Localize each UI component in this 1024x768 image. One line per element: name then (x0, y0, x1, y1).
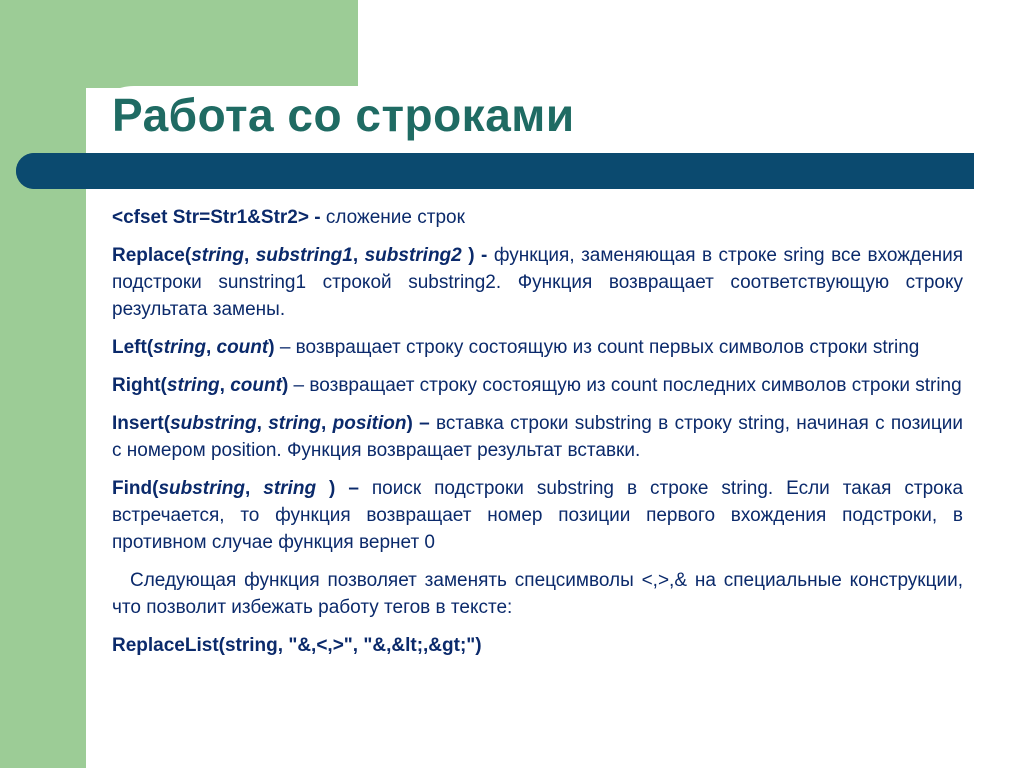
cfset-text: сложение строк (325, 207, 465, 228)
find-text: поиск подстроки substring в строке string. Если такая строка встречается, то функция возвращает номер позиции первого вхождения подстроки, в противном случае функция вернет 0 (112, 478, 964, 553)
insert-comma2: , (321, 413, 333, 434)
replace-fn: Replace( (112, 245, 192, 266)
replace-arg3: substring2 (364, 245, 469, 266)
replacelist-code: ReplaceList(string, "&,<,>", "&,&lt;,&gt;") (112, 635, 482, 656)
right-arg2: count (230, 375, 282, 396)
find-comma1: , (245, 478, 264, 499)
item-find (112, 475, 963, 556)
insert-text: вставка строки substring в строку string, начиная с позиции с номером position. Функция возвращает результат вставки. (112, 413, 963, 461)
find-close: ) – (329, 478, 372, 499)
item-insert (112, 410, 963, 464)
find-arg1: substring (158, 478, 245, 499)
insert-close: ) – (406, 413, 437, 434)
replace-arg1: string (191, 245, 244, 266)
insert-arg3: position (332, 413, 407, 434)
replace-close: ) - (468, 245, 494, 266)
replace-comma2: , (352, 245, 365, 266)
cfset-dash: - (308, 207, 326, 228)
title-bar-cap (16, 153, 86, 189)
find-fn: Find( (112, 478, 159, 499)
right-fn: Right( (112, 375, 167, 396)
cfset-code: <cfset Str=Str1&Str2> (112, 207, 309, 228)
replace-comma1: , (243, 245, 256, 266)
item-cfset (112, 204, 963, 231)
insert-arg1: substring (170, 413, 257, 434)
insert-arg2: string (268, 413, 322, 434)
replace-arg2: substring1 (255, 245, 353, 266)
left-accent-column (0, 0, 86, 768)
item-replacelist (112, 632, 963, 659)
slide-content (112, 204, 963, 670)
replace-text: функция, заменяющая в строке sring все вхождения подстроки sunstring1 строкой substring2. Функция возвращает соответствующую строку результата замены. (112, 245, 964, 320)
right-close: ) (281, 375, 289, 396)
item-right (112, 372, 963, 399)
item-note: Следующая функция позволяет заменять спецсимволы <,>,& на специальные конструкции, что позволит избежать работу тегов в тексте: (112, 570, 963, 618)
slide-title: Работа со строками (112, 89, 575, 141)
right-comma1: , (219, 375, 231, 396)
insert-fn: Insert( (112, 413, 171, 434)
item-left (112, 334, 963, 361)
left-fn: Left( (112, 337, 154, 358)
title-underline-bar (16, 153, 974, 189)
left-comma1: , (205, 337, 217, 358)
top-accent-block (0, 0, 358, 88)
right-arg1: string (166, 375, 220, 396)
right-text: – возвращает строку состоящую из count последних символов строки string (288, 375, 962, 396)
left-text: – возвращает строку состоящую из count первых символов строки string (274, 337, 920, 358)
left-arg1: string (153, 337, 206, 358)
find-arg2: string (263, 478, 330, 499)
left-close: ) (268, 337, 275, 358)
left-arg2: count (216, 337, 269, 358)
item-replace (112, 242, 963, 323)
insert-comma1: , (256, 413, 269, 434)
